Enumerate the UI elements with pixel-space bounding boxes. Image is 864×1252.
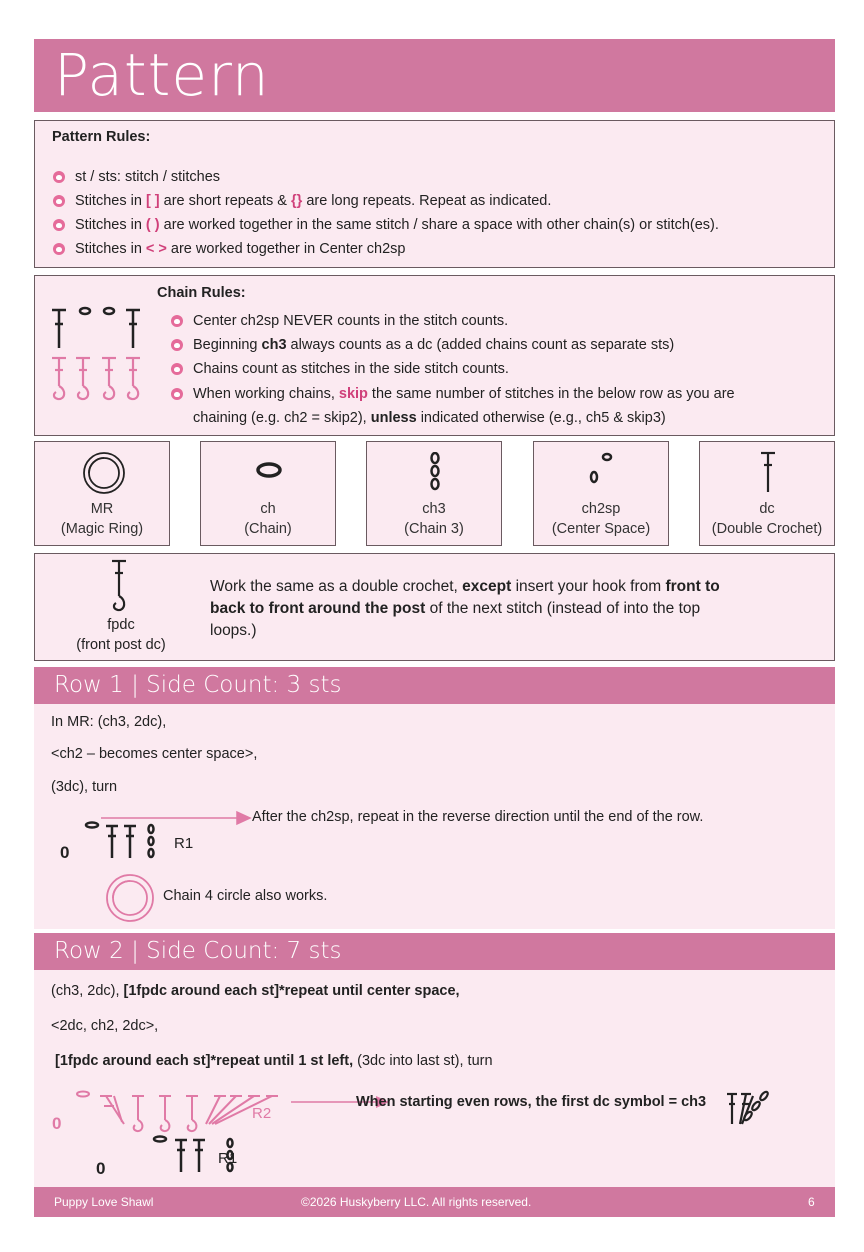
- row1-line3: (3dc), turn: [51, 779, 118, 795]
- fpdc-icon: [109, 558, 129, 614]
- chain-rule-bold: unless: [370, 410, 417, 426]
- symbol-ch2sp: [533, 441, 669, 546]
- paw-icon: [171, 315, 183, 327]
- chain-rule-item: [171, 313, 508, 329]
- chain-rule-item: [171, 386, 735, 402]
- rule-text: are worked together in Center ch2sp: [166, 241, 406, 257]
- footer-copyright: ©2026 Huskyberry LLC. All rights reserved.: [301, 1195, 532, 1209]
- row1-line1: In MR: (ch3, 2dc),: [51, 714, 167, 730]
- paw-icon: [53, 195, 65, 207]
- footer: [34, 1187, 835, 1217]
- row2-text: (3dc into last st), turn: [353, 1053, 493, 1069]
- fpdc-desc-bold: front to: [665, 578, 720, 595]
- row1-section: [34, 704, 835, 929]
- symbol-abbr: ch2sp: [581, 501, 621, 517]
- fpdc-desc-text: Work the same as a double crochet,: [210, 578, 463, 595]
- center-space-icon: [588, 450, 618, 490]
- fpdc-desc-bold: except: [462, 578, 512, 595]
- row2-text: (ch3, 2dc),: [51, 983, 124, 999]
- symbol-mr: [34, 441, 170, 546]
- chain-rules-diagram: [49, 304, 149, 404]
- fpdc-desc-text: of the next stitch (instead of into the top: [425, 600, 701, 617]
- row1-diagram: [54, 808, 254, 868]
- row2-banner: [34, 933, 835, 970]
- symbol-name: (Magic Ring): [60, 521, 144, 537]
- fpdc-desc-text: loops.): [210, 622, 257, 639]
- chain-icon: [255, 460, 283, 480]
- page-title-banner: [34, 39, 835, 112]
- chain-rule-highlight: skip: [338, 386, 368, 402]
- rule-text: st / sts: stitch / stitches: [75, 169, 221, 185]
- rule-highlight: ( ): [145, 217, 160, 233]
- symbol-dc: [699, 441, 835, 546]
- row2-zero-label: 0: [96, 1159, 106, 1178]
- row2-bold: [1fpdc around each st]*repeat until center space,: [123, 983, 460, 999]
- row2-bold: [1fpdc around each st]*repeat until 1 st left,: [55, 1053, 354, 1069]
- pattern-rules-heading: Pattern Rules:: [52, 129, 151, 145]
- footer-title: Puppy Love Shawl: [54, 1195, 154, 1209]
- page-title: Pattern: [54, 41, 270, 109]
- symbol-name: (Double Crochet): [711, 521, 823, 537]
- fpdc-desc-text: insert your hook from: [511, 578, 666, 595]
- chain4-circle-icon: [104, 872, 156, 924]
- rule-highlight: [ ]: [145, 193, 160, 209]
- chain-rule-text: always counts as a dc (added chains count as separate sts): [286, 337, 675, 353]
- fpdc-abbr: fpdc: [107, 617, 135, 633]
- chain-rule-text: indicated otherwise (e.g., ch5 & skip3): [416, 410, 666, 426]
- fpdc-name: (front post dc): [76, 637, 166, 653]
- chain-rule-item: [171, 337, 674, 353]
- paw-icon: [53, 171, 65, 183]
- rule-highlight: {}: [291, 193, 303, 209]
- symbol-ch: [200, 441, 336, 546]
- chain-rule-text: Beginning: [193, 337, 262, 353]
- symbol-abbr: ch: [260, 501, 276, 517]
- paw-icon: [171, 339, 183, 351]
- row1-title: Row 1 | Side Count: 3 sts: [54, 672, 342, 698]
- chain-rule-item: [171, 361, 509, 377]
- fpdc-box: [34, 553, 835, 661]
- row1-zero-label: 0: [60, 843, 70, 862]
- row1-arrow-note: After the ch2sp, repeat in the reverse direction until the end of the row.: [252, 809, 704, 825]
- rule-text: are short repeats &: [159, 193, 291, 209]
- paw-icon: [171, 388, 183, 400]
- chain-rules-box: [34, 275, 835, 436]
- paw-icon: [53, 219, 65, 231]
- dc-equals-ch3-icon: [725, 1086, 775, 1130]
- magic-ring-icon: [81, 450, 127, 496]
- rule-item: [53, 193, 551, 209]
- rule-highlight: < >: [145, 241, 167, 257]
- row2-line1: [51, 983, 460, 999]
- chain-rule-text: When working chains,: [193, 386, 339, 402]
- rule-item: [53, 169, 220, 185]
- fpdc-description: [210, 576, 810, 642]
- row2-section: [34, 970, 835, 1187]
- chain3-icon: [427, 452, 443, 492]
- chain-rules-heading: Chain Rules:: [157, 285, 246, 301]
- row2-r2-label: R2: [252, 1105, 272, 1122]
- rule-text: are long repeats. Repeat as indicated.: [302, 193, 552, 209]
- row1-circle-note: Chain 4 circle also works.: [163, 888, 328, 904]
- symbol-name: (Chain): [244, 521, 292, 537]
- rule-text: Stitches in: [75, 193, 142, 209]
- paw-icon: [53, 243, 65, 255]
- row2-zero-pink-label: 0: [52, 1114, 62, 1133]
- row2-line3: [55, 1053, 493, 1069]
- symbol-abbr: dc: [759, 501, 775, 517]
- rule-text: are worked together in the same stitch / share a space with other chain(s) or stitch(es).: [159, 217, 719, 233]
- row1-r1-label: R1: [174, 835, 194, 852]
- symbol-name: (Center Space): [551, 521, 651, 537]
- pattern-rules-box: [34, 120, 835, 268]
- row1-line2: <ch2 – becomes center space>,: [51, 746, 258, 762]
- chain-rule-text: Center ch2sp NEVER counts in the stitch counts.: [193, 313, 509, 329]
- rule-text: Stitches in: [75, 217, 146, 233]
- symbol-name: (Chain 3): [404, 521, 464, 537]
- rule-item: [53, 241, 405, 257]
- row1-banner: [34, 667, 835, 704]
- paw-icon: [171, 363, 183, 375]
- row2-r1-label: R1: [218, 1150, 238, 1167]
- fpdc-desc-bold: back to front around the post: [210, 600, 426, 617]
- chain-rule-bold: ch3: [261, 337, 287, 353]
- rule-item: [53, 217, 719, 233]
- row2-line2: <2dc, ch2, 2dc>,: [51, 1018, 159, 1034]
- rule-text: Stitches in: [75, 241, 146, 257]
- chain-rule-text: chaining (e.g. ch2 = skip2),: [193, 410, 371, 426]
- symbol-abbr: ch3: [422, 501, 446, 517]
- symbol-ch3: [366, 441, 502, 546]
- chain-rule-text: Chains count as stitches in the side stitch counts.: [193, 361, 509, 377]
- row2-note: When starting even rows, the first dc symbol = ch3: [356, 1094, 707, 1110]
- footer-page-number: 6: [808, 1195, 815, 1209]
- symbol-abbr: MR: [90, 501, 114, 517]
- chain-rule-item-continued: [193, 410, 666, 426]
- chain-rule-text: the same number of stitches in the below row as you are: [367, 386, 735, 402]
- row2-title: Row 2 | Side Count: 7 sts: [54, 938, 342, 964]
- double-crochet-icon: [758, 450, 778, 496]
